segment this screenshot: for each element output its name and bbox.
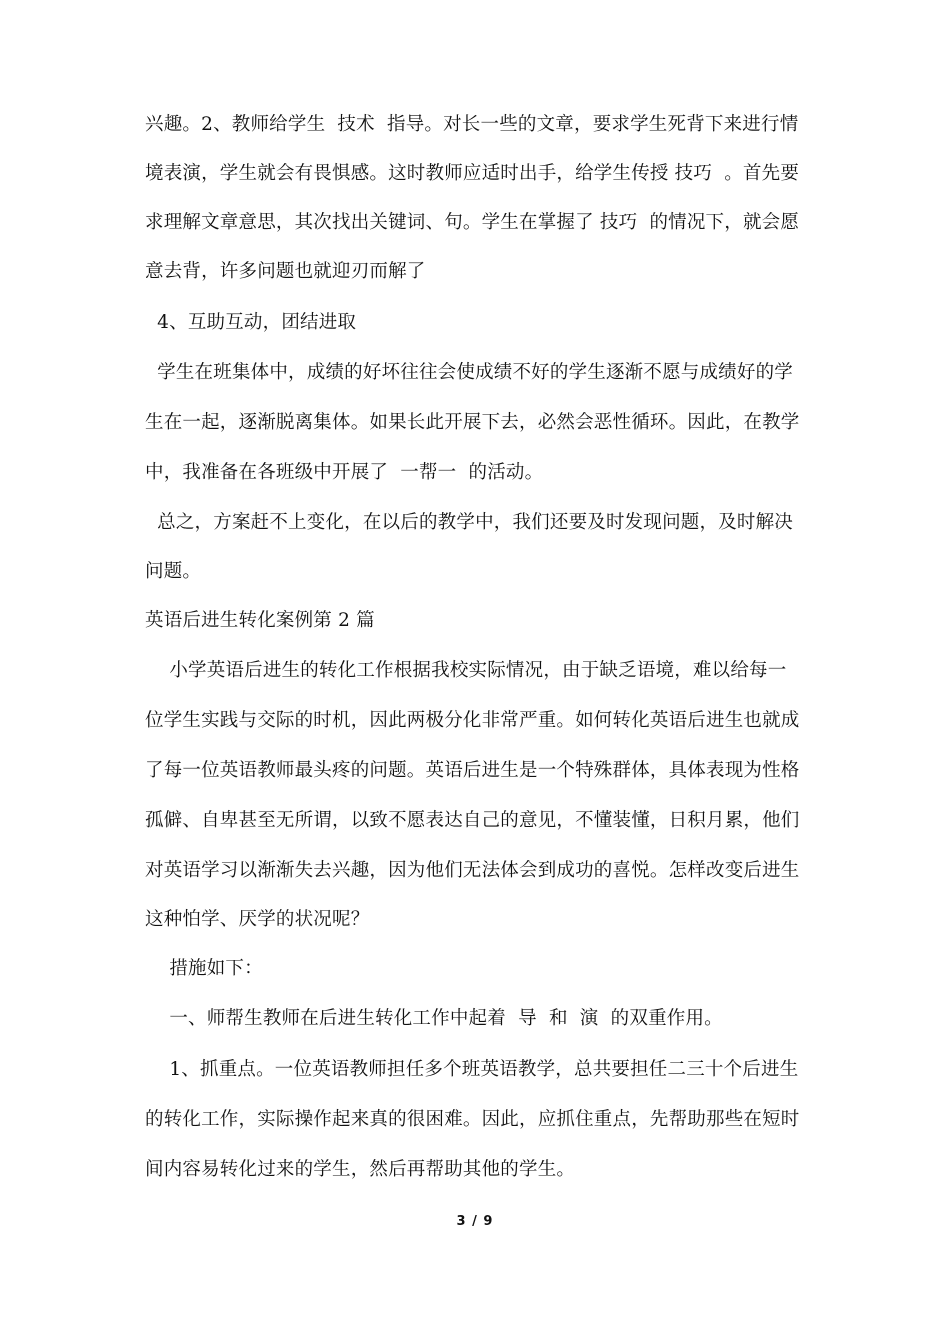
text-line: 的转化工作，实际操作起来真的很困难。因此，应抓住重点，先帮助那些在短时 [145,1109,800,1130]
text-line: 了每一位英语教师最头疼的问题。英语后进生是一个特殊群体，具体表现为性格 [145,760,800,781]
text-line: 对英语学习以渐渐失去兴趣，因为他们无法体会到成功的喜悦。怎样改变后进生 [145,860,800,881]
text-line: 一、师帮生教师在后进生转化工作中起着 导 和 演 的双重作用。 [145,1008,723,1029]
text-line: 中，我准备在各班级中开展了 一帮一 的活动。 [145,462,544,483]
text-line: 1、抓重点。一位英语教师担任多个班英语教学，总共要担任二三十个后进生 [145,1059,799,1080]
text-line: 意去背，许多问题也就迎刃而解了 [145,261,426,282]
text-line: 求理解文章意思，其次找出关键词、句。学生在掌握了 技巧 的情况下，就会愿 [145,212,800,233]
section-heading: 4、互助互动，团结进取 [145,312,357,333]
text-line: 兴趣。2、教师给学生 技术 指导。对长一些的文章，要求学生死背下来进行情 [145,114,799,135]
text-line: 生在一起，逐渐脱离集体。如果长此开展下去，必然会恶性循环。因此，在教学 [145,412,800,433]
text-line: 间内容易转化过来的学生，然后再帮助其他的学生。 [145,1159,576,1180]
article-title: 英语后进生转化案例第 2 篇 [145,610,375,631]
text-line: 措施如下： [145,958,263,979]
text-line: 小学英语后进生的转化工作根据我校实际情况，由于缺乏语境，难以给每一 [145,660,787,681]
text-line: 总之，方案赶不上变化，在以后的教学中，我们还要及时发现问题，及时解决 [145,512,793,533]
text-line: 这种怕学、厌学的状况呢？ [145,909,370,930]
text-line: 孤僻、自卑甚至无所谓，以致不愿表达自己的意见，不懂装懂，日积月累，他们 [145,810,800,831]
text-line: 境表演，学生就会有畏惧感。这时教师应适时出手，给学生传授 技巧 。首先要 [145,163,800,184]
page-number: 3 / 9 [456,1214,494,1229]
text-line: 问题。 [145,561,202,582]
text-line: 学生在班集体中，成绩的好坏往往会使成绩不好的学生逐渐不愿与成绩好的学 [145,362,793,383]
text-line: 位学生实践与交际的时机，因此两极分化非常严重。如何转化英语后进生也就成 [145,710,800,731]
